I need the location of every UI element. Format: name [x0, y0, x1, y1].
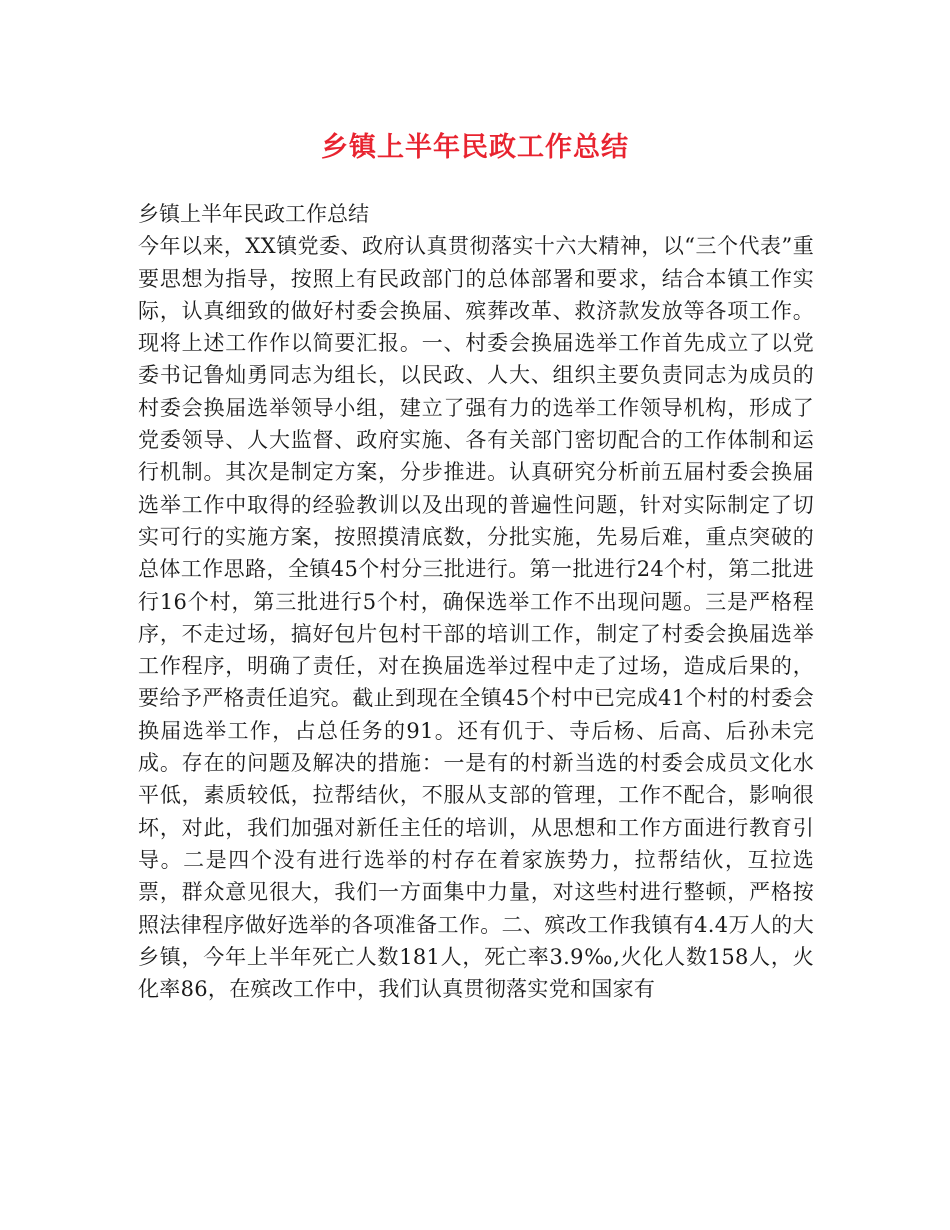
document-body: [138, 198, 814, 1005]
document-title: 乡镇上半年民政工作总结: [321, 132, 629, 163]
document-paragraph: 今年以来，XX镇党委、政府认真贯彻落实十六大精神，以“三个代表”重要思想为指导，按照上有民政部门的总体部署和要求，结合本镇工作实际，认真细致的做好村委会换届、殡葬改革、救济款发放等各项工作。现将上述工作作以简要汇报。一、村委会换届选举工作首先成立了以党委书记鲁灿勇同志为组长，以民政、人大、组织主要负责同志为成员的村委会换届选举领导小组，建立了强有力的选举工作领导机构，形成了党委领导、人大监督、政府实施、各有关部门密切配合的工作体制和运行机制。其次是制定方案，分步推进。认真研究分析前五届村委会换届选举工作中取得的经验教训以及出现的普遍性问题，针对实际制定了切实可行的实施方案，按照摸清底数，分批实施，先易后难，重点突破的总体工作思路，全镇45个村分三批进行。第一批进行24个村，第二批进行16个村，第三批进行5个村，确保选举工作不出现问题。三是严格程序，不走过场，搞好包片包村干部的培训工作，制定了村委会换届选举工作程序，明确了责任，对在换届选举过程中走了过场，造成后果的，要给予严格责任追究。截止到现在全镇45个村中已完成41个村的村委会换届选举工作，占总任务的91。还有仉于、寺后杨、后高、后孙未完成。存在的问题及解决的措施：一是有的村新当选的村委会成员文化水平低，素质较低，拉帮结伙，不服从支部的管理，工作不配合，影响很坏，对此，我们加强对新任主任的培训，从思想和工作方面进行教育引导。二是四个没有进行选举的村存在着家族势力，拉帮结伙，互拉选票，群众意见很大，我们一方面集中力量，对这些村进行整顿，严格按照法律程序做好选举的各项准备工作。二、殡改工作我镇有4.4万人的大乡镇，今年上半年死亡人数181人，死亡率3.9‰,火化人数158人，火化率86，在殡改工作中，我们认真贯彻落实党和国家有: [138, 234, 814, 1002]
document-subtitle: 乡镇上半年民政工作总结: [138, 202, 369, 226]
